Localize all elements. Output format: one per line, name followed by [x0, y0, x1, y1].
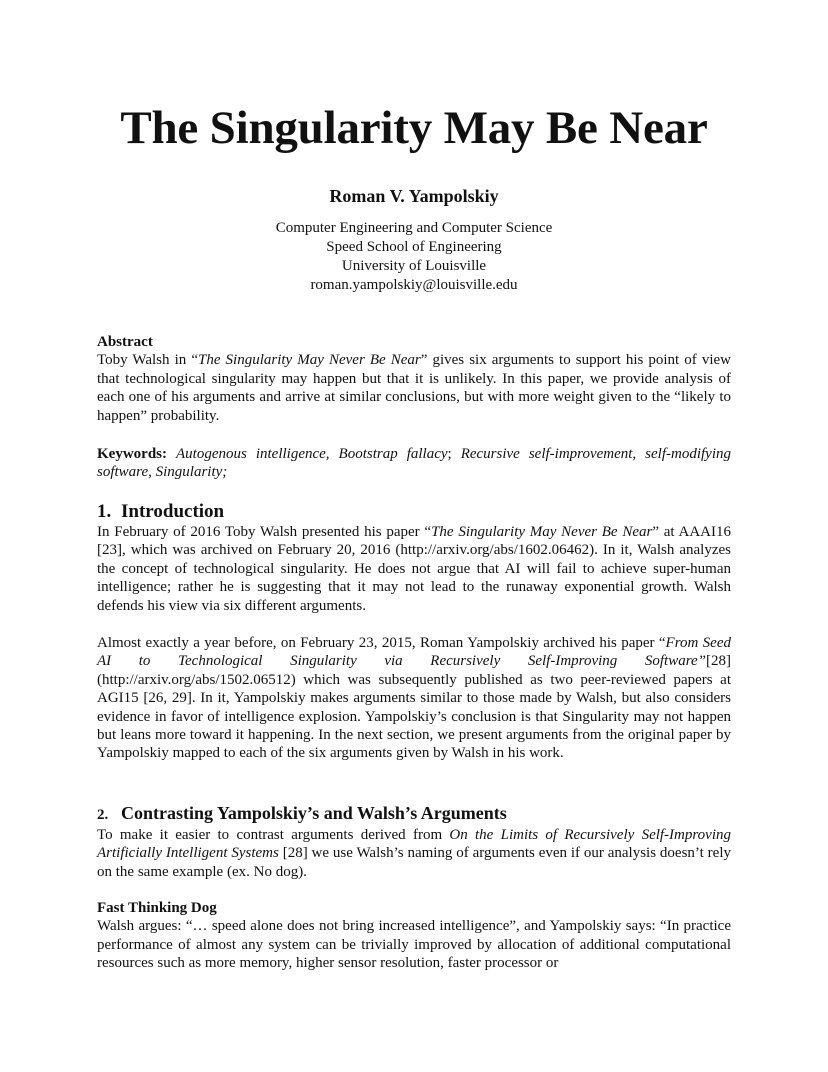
intro-paragraph-2: Almost exactly a year before, on February 23, 2015, Roman Yampolskiy archived his paper “From Seed AI to Technological Singularity via Recursively Self-Improving Software”[28] (http://arxiv.org/abs/1502.06512) which was subsequently published as two peer-reviewed papers at AGI15 [26, 29]. In it, Yampolskiy makes arguments similar to those made by Walsh, but also considers evidence in favor of intelligence explosion. Yampolskiy’s conclusion is that Singularity may not happen but leans more toward it happening. In the next section, we present arguments from the original paper by Yampolskiy mapped to each of the six arguments given by Walsh in his work. — [97, 635, 731, 762]
intro-paragraph-2-block — [97, 634, 731, 763]
affiliation-block — [97, 219, 731, 295]
contrast-paragraph-1: To make it easier to contrast arguments derived from On the Limits of Recursively Self-Improving Artificially Intelligent Systems [28] we use Walsh’s naming of arguments even if our analysis doesn’t rely on the same example (ex. No dog). — [97, 827, 731, 880]
paper-title: The Singularity May Be Near — [120, 102, 708, 154]
section-contrasting-arguments — [97, 802, 731, 881]
keywords-label: Keywords: — [97, 446, 167, 462]
keywords-section — [97, 445, 731, 482]
affiliation-school: Speed School of Engineering — [326, 239, 502, 255]
abstract-text: Toby Walsh in “The Singularity May Never Be Near” gives six arguments to support his point of view that technological singularity may happen but that it is unlikely. In this paper, we provide analysis of each one of his arguments and arrive at similar conclusions, but with more weight given to the “likely to happen” probability. — [97, 352, 731, 424]
affiliation-department: Computer Engineering and Computer Science — [275, 220, 553, 236]
intro-paragraph-1: In February of 2016 Toby Walsh presented his paper “The Singularity May Never Be Near” at AAAI16 [23], which was archived on February 20, 2016 (http://arxiv.org/abs/1602.06462). In it, Walsh analyzes the concept of technological singularity. He does not argue that AI will fail to achieve super-human intelligence; rather he is suggesting that it may not lead to the runaway exponential growth. Walsh defends his view via six different arguments. — [97, 524, 731, 614]
fast-thinking-dog-paragraph: Walsh argues: “… speed alone does not bring increased intelligence”, and Yampolskiy says: “In practice performance of almost any system can be trivially improved by allocation of additional computational resources such as more memory, higher sensor resolution, faster processor or — [97, 918, 731, 972]
section-introduction — [97, 501, 731, 615]
affiliation-university: University of Louisville — [341, 258, 487, 274]
section-heading-contrasting: 2. Contrasting Yampolskiy’s and Walsh’s Arguments — [97, 803, 507, 823]
author-name: Roman V. Yampolskiy — [329, 186, 499, 206]
keywords-text: Keywords: Autogenous intelligence, Bootstrap fallacy; Recursive self-improvement, self-modifying software, Singularity; — [97, 446, 731, 481]
abstract-section — [97, 333, 731, 425]
section-heading-introduction: 1. Introduction — [97, 501, 225, 522]
author-email: roman.yampolskiy@louisville.edu — [310, 277, 518, 293]
subheading-fast-thinking-dog: Fast Thinking Dog — [97, 900, 217, 916]
fast-thinking-dog-section — [97, 899, 731, 973]
abstract-heading: Abstract — [97, 334, 153, 350]
